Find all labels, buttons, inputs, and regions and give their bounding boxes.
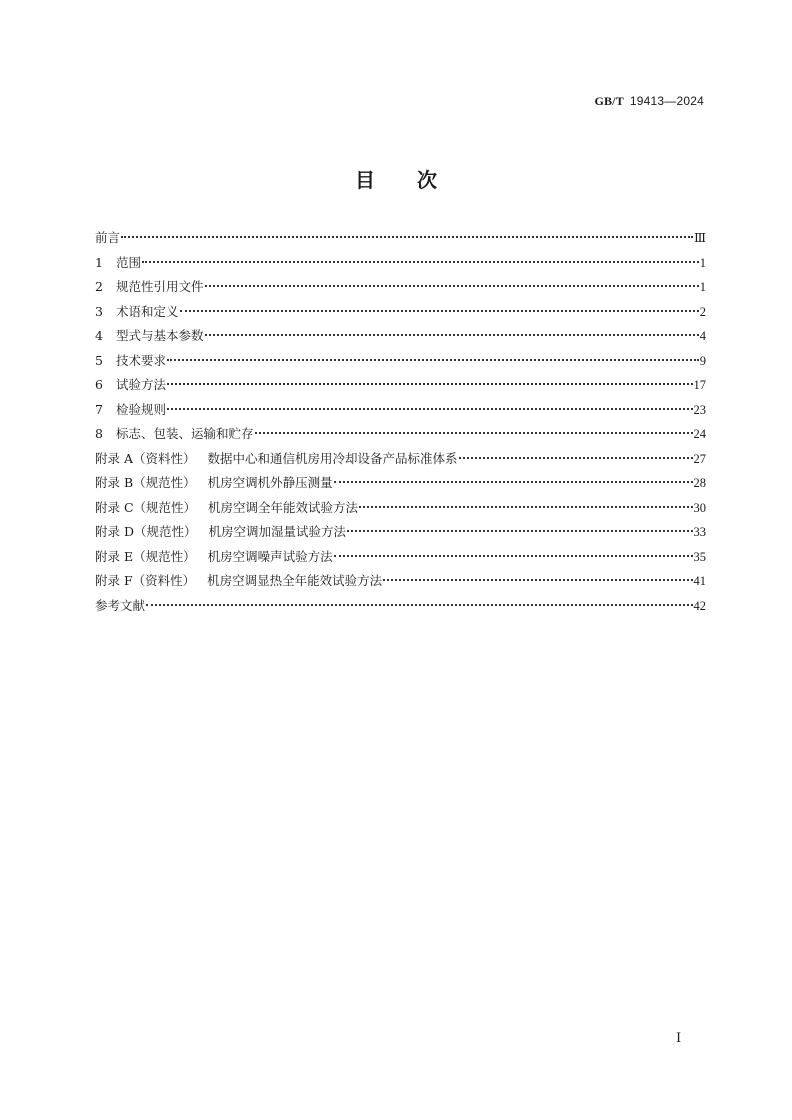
toc-entry-label: 术语和定义 (116, 303, 179, 319)
toc-entry[interactable] (95, 373, 706, 398)
toc-entry-label: 技术要求 (116, 352, 167, 368)
toc-entry-page: 1 (699, 280, 706, 294)
toc-entry-number: 5 (95, 352, 103, 368)
toc-entry[interactable] (95, 447, 706, 472)
toc-entry-page: 9 (699, 353, 706, 368)
toc-entry-title (95, 520, 346, 545)
toc-entry-label: 试验方法 (116, 377, 167, 392)
toc-entry-title (95, 545, 333, 570)
toc-entry[interactable] (95, 349, 706, 374)
toc-entry-label: 附录 E（规范性） (95, 548, 196, 564)
toc-entry[interactable] (95, 569, 706, 594)
toc-entry-page: 30 (693, 500, 706, 515)
dot-leader (142, 261, 699, 263)
dot-leader (383, 579, 692, 581)
dot-leader (334, 481, 693, 483)
toc-entry-page: 35 (693, 549, 706, 564)
toc-entry-title (95, 496, 358, 521)
dot-leader (167, 408, 692, 410)
toc-entry-title (95, 422, 254, 447)
dot-leader (255, 432, 693, 434)
toc-entry-page: 1 (699, 255, 706, 270)
toc-entry-number: 1 (95, 254, 103, 270)
toc-entry-title (95, 349, 166, 374)
toc-title: 目次 (355, 168, 479, 192)
dot-leader (347, 530, 692, 532)
toc-entry-subtitle: 数据中心和通信机房用冷却设备产品标准体系 (207, 450, 458, 466)
dot-leader (167, 359, 699, 361)
toc-entry-page: 2 (699, 304, 706, 319)
toc-entry[interactable] (95, 422, 706, 447)
toc-entry-label: 附录 F（资料性） (95, 573, 196, 588)
toc-entry-title (95, 594, 145, 619)
toc-entry-label: 标志、包装、运输和贮存 (116, 426, 254, 441)
toc-entry-title (95, 447, 458, 472)
dot-leader (180, 310, 699, 312)
toc-entry-page: 41 (693, 574, 706, 588)
standard-code (594, 94, 704, 109)
toc-entry[interactable] (95, 471, 706, 496)
toc-entry[interactable] (95, 226, 706, 251)
dot-leader (459, 457, 693, 459)
toc-entry-page: 28 (693, 476, 706, 490)
toc-entry-title (95, 324, 204, 349)
toc-entry-subtitle: 机房空调加湿量试验方法 (208, 524, 347, 539)
toc-entry-number: 2 (95, 279, 103, 294)
toc-entry-title (95, 226, 120, 251)
dot-leader (205, 285, 699, 287)
toc-entry-title (95, 373, 166, 398)
toc-entry-page: 17 (693, 378, 706, 392)
toc-entry[interactable] (95, 275, 706, 300)
toc-entry[interactable] (95, 324, 706, 349)
toc-entry[interactable] (95, 594, 706, 619)
toc-entry-title (95, 251, 141, 276)
dot-leader (359, 506, 692, 508)
toc-entry-page: 4 (699, 329, 706, 343)
standard-prefix: GB/T (594, 94, 624, 108)
toc-entry-label: 附录 A（资料性） (95, 450, 196, 466)
toc-entry[interactable] (95, 398, 706, 423)
page-number: Ⅰ (676, 1030, 682, 1045)
toc-entry[interactable] (95, 251, 706, 276)
toc-entry-page: 27 (693, 451, 706, 466)
toc-entry-subtitle: 机房空调全年能效试验方法 (208, 499, 359, 515)
dot-leader (146, 604, 692, 606)
toc-entry-label: 规范性引用文件 (116, 279, 204, 294)
toc-entry-subtitle: 机房空调机外静压测量 (207, 475, 333, 490)
dot-leader (334, 555, 693, 557)
toc-entry-label: 型式与基本参数 (116, 328, 204, 343)
toc-entry-label: 附录 C（规范性） (95, 499, 197, 515)
toc-entry-number: 7 (95, 401, 103, 417)
toc-entry-number: 8 (95, 426, 103, 441)
toc-entry-label: 检验规则 (116, 401, 167, 417)
dot-leader (205, 334, 699, 336)
toc-entry-title (95, 569, 382, 594)
toc-entry-title (95, 398, 166, 423)
table-of-contents (95, 226, 706, 618)
standard-number: 19413—2024 (629, 94, 704, 108)
toc-entry-subtitle: 机房空调噪声试验方法 (207, 548, 333, 564)
toc-entry-number: 6 (95, 377, 103, 392)
toc-entry[interactable] (95, 545, 706, 570)
toc-entry-page: 23 (693, 402, 706, 417)
toc-entry[interactable] (95, 496, 706, 521)
toc-entry-page: 24 (693, 427, 706, 441)
dot-leader (167, 383, 692, 385)
toc-entry-subtitle: 机房空调显热全年能效试验方法 (207, 573, 383, 588)
toc-entry[interactable] (95, 520, 706, 545)
toc-entry-page: 33 (693, 525, 706, 539)
dot-leader (121, 236, 693, 238)
toc-entry-page: Ⅲ (693, 231, 706, 245)
toc-entry-title (95, 275, 204, 300)
toc-entry-label: 附录 D（规范性） (95, 524, 197, 539)
toc-entry-label: 前言 (95, 230, 121, 245)
toc-entry-title (95, 300, 179, 325)
toc-entry-label: 范围 (116, 254, 142, 270)
toc-entry-label: 附录 B（规范性） (95, 475, 196, 490)
toc-entry-number: 4 (95, 328, 103, 343)
toc-entry[interactable] (95, 300, 706, 325)
toc-entry-number: 3 (95, 303, 103, 319)
toc-entry-page: 42 (693, 598, 706, 613)
toc-entry-label: 参考文献 (95, 597, 146, 613)
toc-entry-title (95, 471, 333, 496)
